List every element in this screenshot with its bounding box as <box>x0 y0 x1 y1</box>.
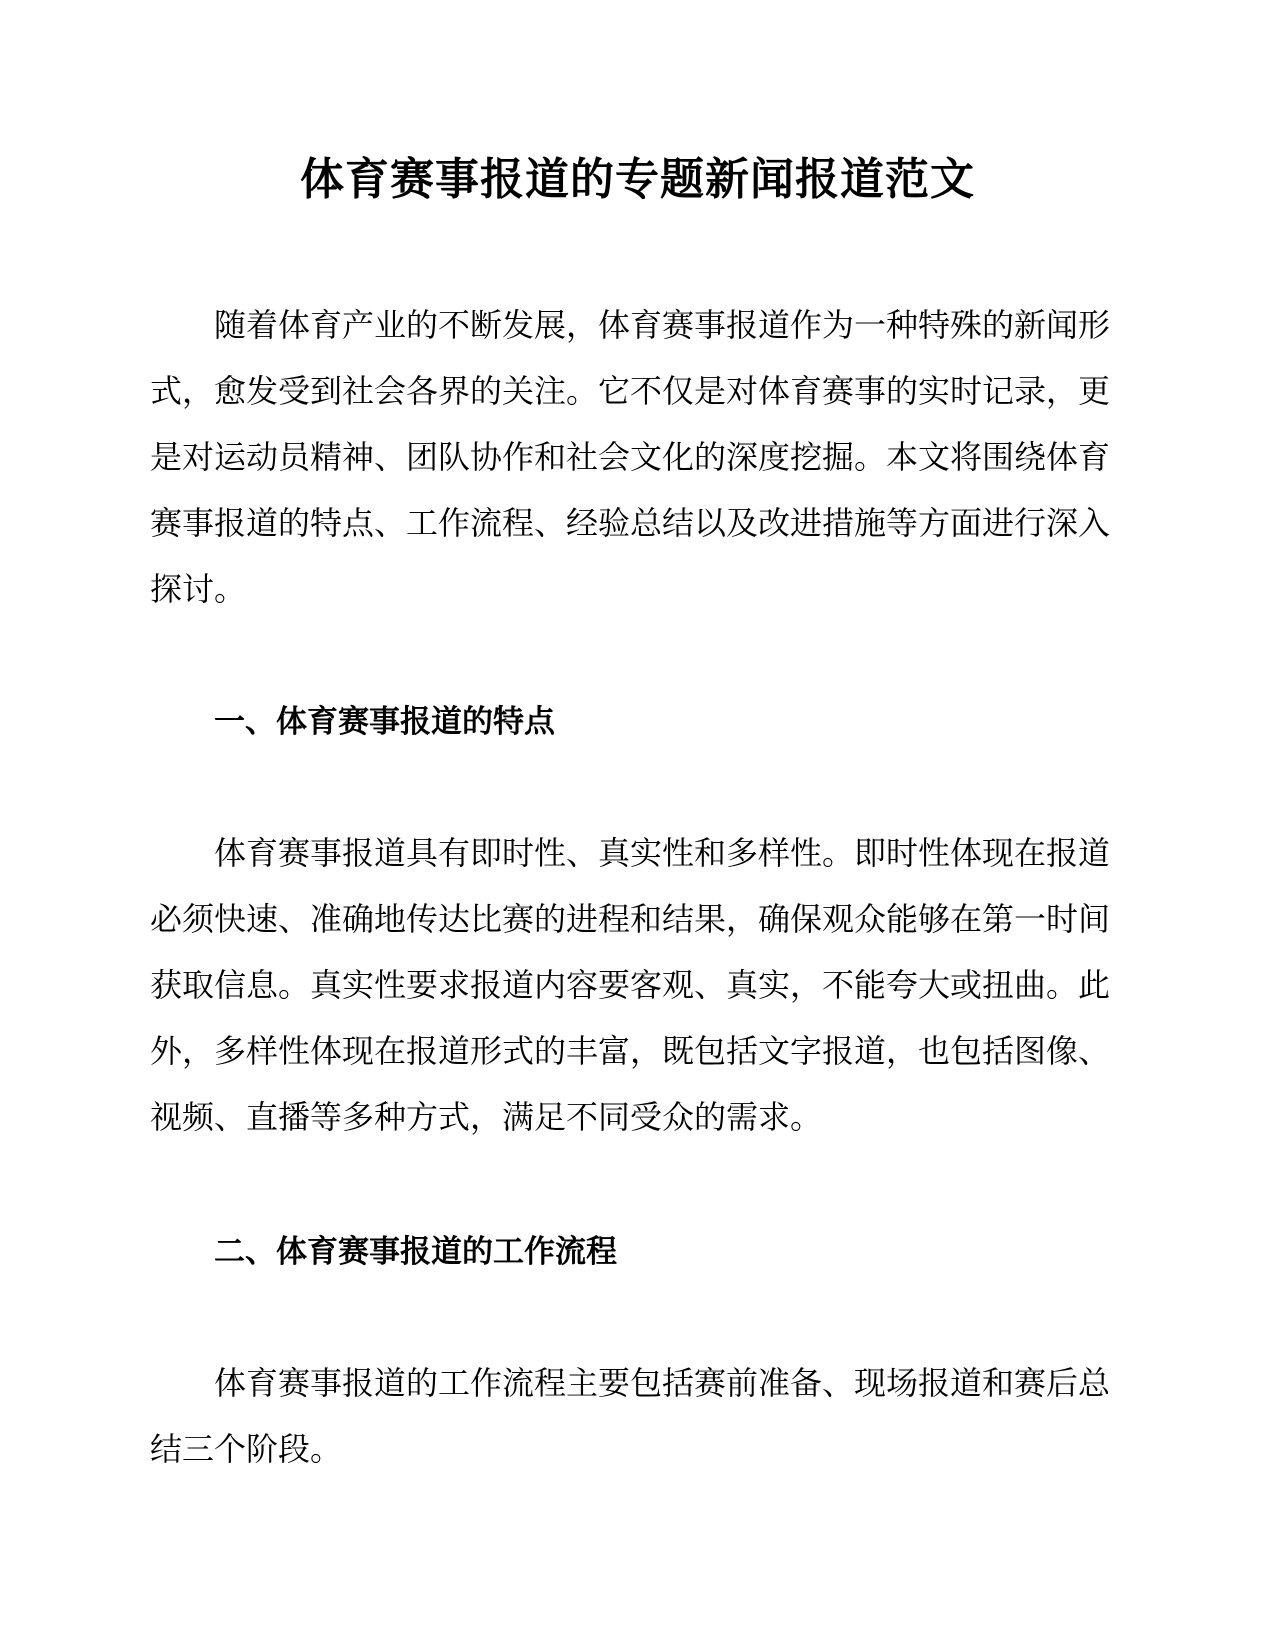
document-title: 体育赛事报道的专题新闻报道范文 <box>300 154 975 205</box>
section-heading-workflow: 二、体育赛事报道的工作流程 <box>214 1234 617 1270</box>
intro-paragraph: 随着体育产业的不断发展，体育赛事报道作为一种特殊的新闻形式，愈发受到社会各界的关注。它不仅是对体育赛事的实时记录，更是对运动员精神、团队协作和社会文化的深度挖掘。本文将围绕体育赛事报道的特点、工作流程、经验总结以及改进措施等方面进行深入探讨。 <box>150 306 1111 608</box>
section-heading-features: 一、体育赛事报道的特点 <box>214 704 555 740</box>
section-body-workflow: 体育赛事报道的工作流程主要包括赛前准备、现场报道和赛后总结三个阶段。 <box>150 1364 1111 1468</box>
section-body-features: 体育赛事报道具有即时性、真实性和多样性。即时性体现在报道必须快速、准确地传达比赛的进程和结果，确保观众能够在第一时间获取信息。真实性要求报道内容要客观、真实，不能夸大或扭曲。此外，多样性体现在报道形式的丰富，既包括文字报道，也包括图像、视频、直播等多种方式，满足不同受众的需求。 <box>150 834 1111 1136</box>
